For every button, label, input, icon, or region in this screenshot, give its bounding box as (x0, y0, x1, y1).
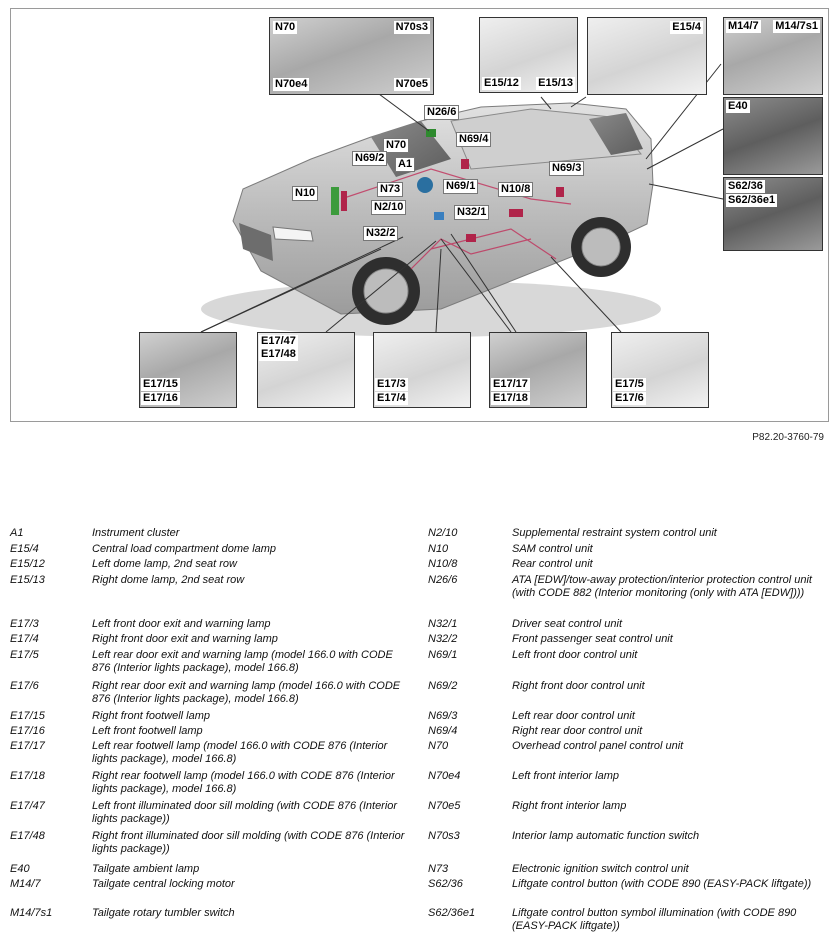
legend-code: S62/36e1 (428, 907, 476, 919)
legend-code: E17/4 (10, 633, 39, 645)
legend-code: E17/47 (10, 800, 45, 812)
module-a1 (417, 177, 433, 193)
legend-description: Central load compartment dome lamp (92, 543, 277, 555)
inset-door-sill (257, 332, 355, 408)
legend-code: E15/12 (10, 558, 45, 570)
legend-description: Liftgate control button symbol illumination (with CODE 890 (EASY-PACK liftgate)) (512, 907, 797, 932)
legend-code: E17/6 (10, 680, 39, 692)
legend-code: E17/3 (10, 618, 39, 630)
legend-description: Tailgate central locking motor (92, 878, 235, 890)
legend-description: Tailgate rotary tumbler switch (92, 907, 235, 919)
inset-label-s62-36: S62/36 (728, 180, 763, 192)
legend-description: Left front illuminated door sill molding (with CODE 876 (Interior lights package)) (92, 800, 398, 825)
legend-code: M14/7 (10, 878, 41, 890)
legend-code: E17/17 (10, 740, 45, 752)
inset-front-door-lamp (373, 332, 471, 408)
inset-dome-lamps (479, 17, 578, 93)
inset-label-m14-7s1: M14/7s1 (775, 20, 818, 32)
legend-code: N32/2 (428, 633, 458, 645)
module-n32-1 (466, 234, 476, 242)
inset-liftgate-button (723, 177, 823, 251)
legend-code: N10/8 (428, 558, 458, 570)
inset-rear-footwell (489, 332, 587, 408)
inset-rear-door-lamp (611, 332, 709, 408)
callout-n69-2: N69/2 (352, 151, 387, 166)
callout-n10: N10 (292, 186, 318, 201)
legend-description: Right front illuminated door sill molding (with CODE 876 (Interior lights package)) (92, 830, 405, 855)
callout-n32-2: N32/2 (363, 226, 398, 241)
inset-label-n70s3: N70s3 (395, 21, 428, 33)
figure-reference: P82.20-3760-79 (752, 432, 824, 443)
legend-description: SAM control unit (512, 543, 593, 555)
legend-description: Left rear door exit and warning lamp (model 166.0 with CODE 876 (Interior lights package), model 166.8) (92, 649, 393, 674)
inset-label-e17-17: E17/17 (493, 378, 528, 390)
legend-description: Overhead control panel control unit (512, 740, 684, 752)
legend-code: N32/1 (428, 618, 458, 630)
module-n10-8 (509, 209, 523, 217)
inset-label-e17-47: E17/47 (261, 335, 296, 347)
inset-label-e17-18: E17/18 (493, 392, 528, 404)
callout-n26-6: N26/6 (424, 105, 459, 120)
inset-label-n70e4: N70e4 (275, 78, 308, 90)
inset-label-n70: N70 (275, 21, 296, 33)
legend-description: Left rear door control unit (512, 710, 635, 722)
module-n10-b (341, 191, 347, 211)
inset-label-e15-12: E15/12 (484, 77, 519, 89)
legend-code: E15/4 (10, 543, 39, 555)
callout-n2-10: N2/10 (371, 200, 406, 215)
legend-code: N70s3 (428, 830, 460, 842)
legend-code: M14/7s1 (10, 907, 53, 919)
callout-n69-3: N69/3 (549, 161, 584, 176)
legend-code: E17/15 (10, 710, 45, 722)
legend-description: Interior lamp automatic function switch (512, 830, 700, 842)
legend-code: S62/36 (428, 878, 463, 890)
inset-cargo-dome (587, 17, 707, 95)
legend-code: E40 (10, 863, 30, 875)
legend-code: N69/1 (428, 649, 458, 661)
inset-label-m14-7: M14/7 (728, 20, 759, 32)
inset-tailgate (723, 17, 823, 95)
legend-description: Right front interior lamp (512, 800, 627, 812)
inset-front-footwell (139, 332, 237, 408)
legend-description: Right rear door control unit (512, 725, 643, 737)
legend-description: Right front door exit and warning lamp (92, 633, 278, 645)
legend-description: Tailgate ambient lamp (92, 863, 200, 875)
legend-description: Left front interior lamp (512, 770, 619, 782)
legend-code: N69/2 (428, 680, 458, 692)
legend-description: Liftgate control button (with CODE 890 (EASY-PACK liftgate)) (512, 878, 812, 890)
inset-label-e17-3: E17/3 (377, 378, 406, 390)
legend-description: Left front footwell lamp (92, 725, 203, 737)
inset-label-e17-48: E17/48 (261, 348, 296, 360)
module-n2-10 (434, 212, 444, 220)
legend-description: ATA [EDW]/tow-away protection/interior protection control unit (with CODE 882 (Interior monitoring (only with ATA [EDW]))) (512, 574, 812, 599)
legend-description: Right rear door exit and warning lamp (model 166.0 with CODE 876 (Interior lights package), model 166.8) (92, 680, 401, 705)
inset-label-e17-16: E17/16 (143, 392, 178, 404)
legend-code: N10 (428, 543, 449, 555)
legend-description: Instrument cluster (92, 527, 180, 539)
callout-a1: A1 (395, 157, 415, 172)
inset-label-e40: E40 (728, 100, 748, 112)
legend-code: E15/13 (10, 574, 45, 586)
module-n69-4 (461, 159, 469, 169)
legend-code: N73 (428, 863, 449, 875)
legend-description: Rear control unit (512, 558, 593, 570)
legend-code: E17/48 (10, 830, 45, 842)
legend-description: Right front door control unit (512, 680, 645, 692)
inset-label-s62-36e1: S62/36e1 (728, 194, 776, 206)
callout-n73: N73 (377, 182, 403, 197)
inset-label-e17-15: E17/15 (143, 378, 178, 390)
inset-label-e15-13: E15/13 (538, 77, 573, 89)
legend-code: E17/18 (10, 770, 45, 782)
legend-left-column (10, 527, 410, 937)
rear-wheel (571, 217, 631, 277)
legend-description: Left front door exit and warning lamp (92, 618, 271, 630)
legend-description: Front passenger seat control unit (512, 633, 673, 645)
legend-description: Right front footwell lamp (92, 710, 210, 722)
inset-label-e15-4: E15/4 (672, 21, 701, 33)
legend-description: Left rear footwell lamp (model 166.0 with CODE 876 (Interior lights package), model 166.8) (92, 740, 388, 765)
inset-label-e17-6: E17/6 (615, 392, 644, 404)
legend-description: Right rear footwell lamp (model 166.0 with CODE 876 (Interior lights package), model 166.8) (92, 770, 395, 795)
inset-overhead-panel (269, 17, 434, 95)
legend-code: N69/3 (428, 710, 458, 722)
legend-code: N70 (428, 740, 449, 752)
inset-tailgate-ambient (723, 97, 823, 175)
callout-n10-8: N10/8 (498, 182, 533, 197)
legend-right-column (428, 527, 828, 937)
legend-description: Supplemental restraint system control unit (512, 527, 717, 539)
inset-label-e17-5: E17/5 (615, 378, 644, 390)
legend-code: N70e5 (428, 800, 461, 812)
inset-label-n70e5: N70e5 (395, 78, 428, 90)
callout-n70: N70 (383, 138, 409, 153)
legend-code: A1 (10, 527, 24, 539)
legend-code: E17/16 (10, 725, 45, 737)
callout-n69-1: N69/1 (443, 179, 478, 194)
legend-code: N70e4 (428, 770, 461, 782)
legend-description: Electronic ignition switch control unit (512, 863, 689, 875)
legend-code: N69/4 (428, 725, 458, 737)
component-location-figure (10, 8, 829, 422)
module-n69-3 (556, 187, 564, 197)
legend-description: Left dome lamp, 2nd seat row (92, 558, 237, 570)
legend-description: Driver seat control unit (512, 618, 623, 630)
inset-label-e17-4: E17/4 (377, 392, 406, 404)
legend-description: Right dome lamp, 2nd seat row (92, 574, 245, 586)
legend-code: E17/5 (10, 649, 39, 661)
legend-code: N26/6 (428, 574, 458, 586)
legend-description: Left front door control unit (512, 649, 638, 661)
front-wheel (352, 257, 420, 325)
module-n10 (331, 187, 339, 215)
callout-n32-1: N32/1 (454, 205, 489, 220)
legend-code: N2/10 (428, 527, 458, 539)
callout-n69-4: N69/4 (456, 132, 491, 147)
